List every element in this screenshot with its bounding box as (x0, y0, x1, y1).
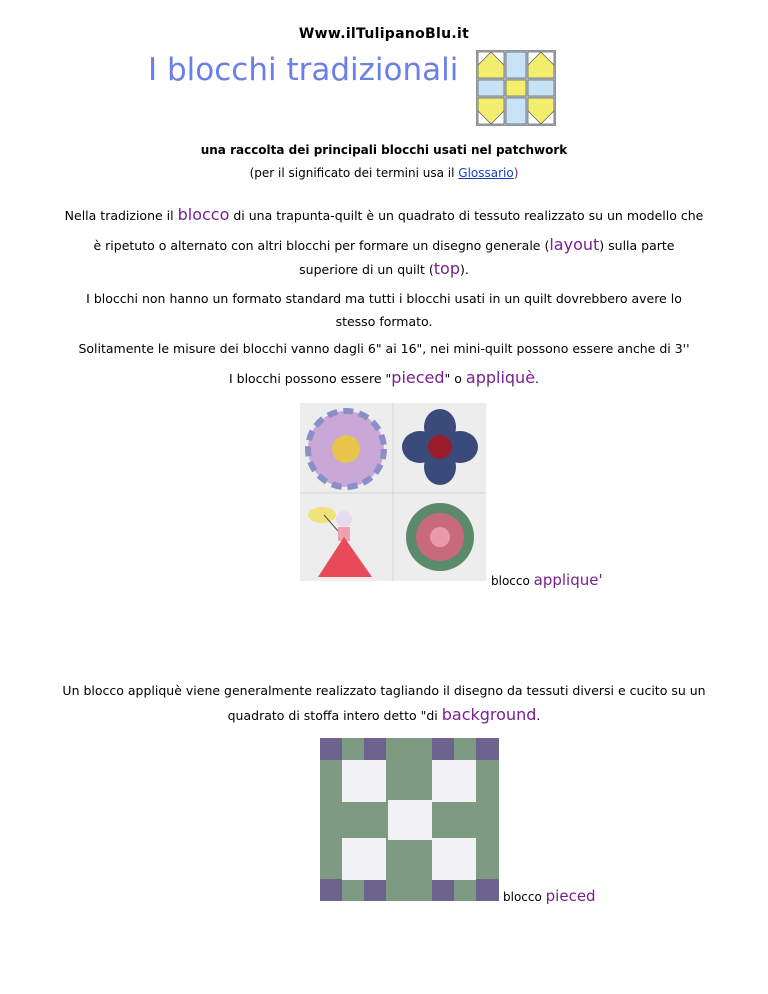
para3: Solitamente le misure dei blocchi vanno dagli 6" ai 16", nei mini-quilt possono essere anche di 3'' (78, 341, 690, 356)
text: blocco (503, 890, 546, 904)
site-name: Www.ilTulipanoBlu.it (298, 26, 470, 42)
glossary-before: (per il significato dei termini usa il (249, 166, 459, 180)
para5-line2 (0, 706, 768, 725)
text: di una trapunta-quilt è un quadrato di tessuto realizzato su un modello che (229, 208, 704, 223)
text: blocco (491, 574, 534, 588)
para2-line2: stesso formato. (335, 314, 433, 329)
text: ). (459, 262, 469, 277)
glossary-note (0, 166, 768, 180)
page-title: I blocchi tradizionali (148, 52, 459, 88)
para1-line2 (0, 236, 768, 255)
text: Nella tradizione il (64, 208, 178, 223)
text: . (536, 708, 541, 723)
para1-line3 (0, 260, 768, 279)
term-applique: appliquè (465, 368, 536, 387)
text: " o (444, 371, 466, 386)
text: . (535, 371, 540, 386)
text: I blocchi possono essere " (228, 371, 392, 386)
para5-line1: Un blocco appliquè viene generalmente realizzato tagliando il disegno da tessuti diversi e cucito su un (62, 683, 706, 698)
term-pieced: pieced (391, 368, 445, 387)
quilt-block-logo (476, 50, 556, 126)
caption-pieced (503, 887, 596, 905)
subtitle: una raccolta dei principali blocchi usati nel patchwork (200, 143, 568, 157)
term-background: background (441, 705, 537, 724)
text: superiore di un quilt ( (299, 262, 434, 277)
glossary-link[interactable]: Glossario (458, 166, 514, 180)
pieced-block-photo (320, 738, 499, 901)
text: è ripetuto o alternato con altri blocchi per formare un disegno generale ( (93, 238, 550, 253)
para1-line1 (0, 206, 768, 225)
term-blocco: blocco (177, 205, 230, 224)
term-top: top (433, 259, 460, 278)
text: quadrato di stoffa intero detto "di (227, 708, 442, 723)
glossary-after: ) (513, 166, 519, 180)
term-layout: layout (549, 235, 600, 254)
text: ) sulla parte (599, 238, 675, 253)
caption-pieced-term: pieced (545, 887, 596, 905)
caption-applique (491, 571, 603, 589)
applique-blocks-photo (300, 403, 486, 581)
caption-applique-term: applique' (533, 571, 603, 589)
para4 (0, 369, 768, 388)
para2-line1: I blocchi non hanno un formato standard ma tutti i blocchi usati in un quilt dovrebbero avere lo (86, 291, 682, 306)
